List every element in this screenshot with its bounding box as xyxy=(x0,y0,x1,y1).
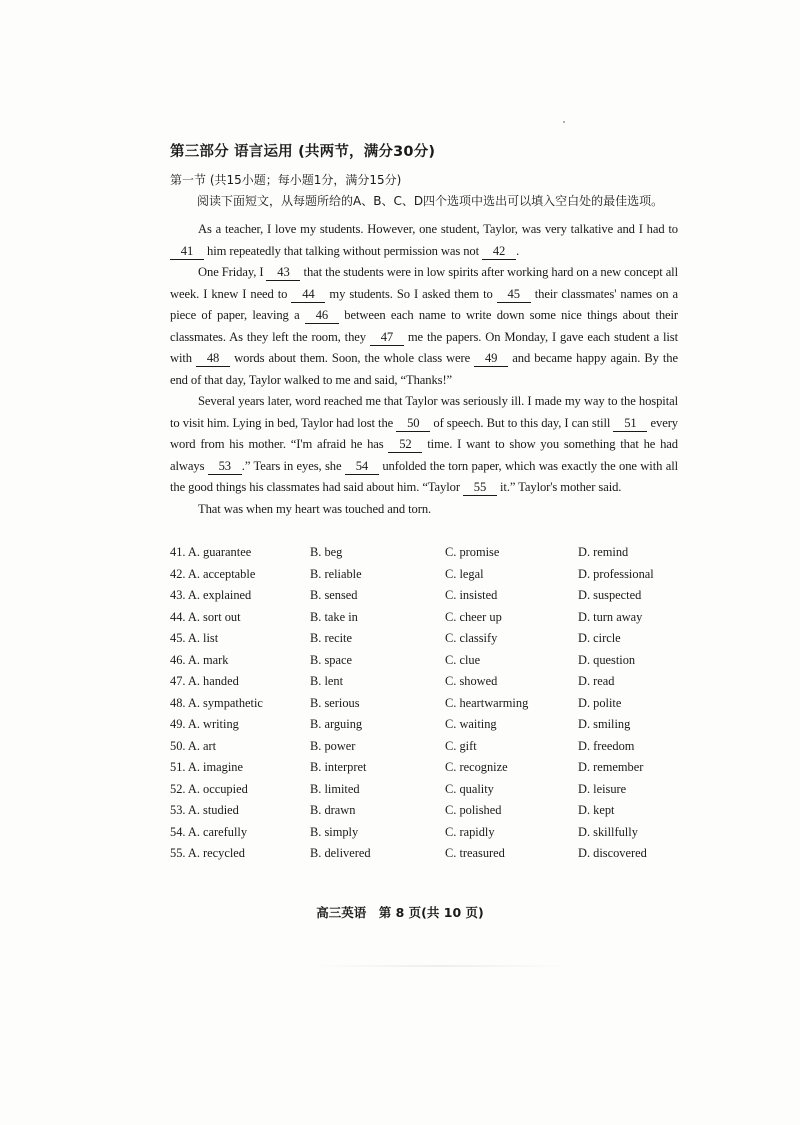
option-row-45 xyxy=(170,628,678,650)
passage-text: Several years later, word reached me that Taylor was seriously ill. I made my way to the hospital to visit him. Lying in bed, Taylor had lost the xyxy=(170,394,678,430)
option-a: 49. A. writing xyxy=(170,717,239,732)
passage-text: As a teacher, I love my students. However, one student, Taylor, was very talkative and I had to xyxy=(198,222,678,236)
passage-text: it.” Taylor's mother said. xyxy=(496,480,622,494)
option-c: C. quality xyxy=(445,781,494,796)
option-a: 47. A. handed xyxy=(170,674,239,689)
options-list xyxy=(170,542,678,865)
passage-text: One Friday, I xyxy=(198,265,267,279)
passage-text: unfolded the torn paper, which was exactly the one with all the good things his classmates had said about him. “Taylor xyxy=(170,458,678,494)
option-d: D. professional xyxy=(578,566,654,581)
option-b: B. beg xyxy=(310,545,343,560)
option-b: B. limited xyxy=(310,781,360,796)
option-b: B. recite xyxy=(310,631,352,646)
passage-text: and became happy again. By the end of that day, Taylor walked to me and said, “Thanks!” xyxy=(170,351,678,387)
option-d: D. suspected xyxy=(578,588,642,603)
option-row-53 xyxy=(170,800,678,822)
part-title: 第三部分 语言运用 (共两节，满分30分) xyxy=(170,144,436,160)
blank-45: 45 xyxy=(497,287,531,303)
option-b: B. simply xyxy=(310,824,359,839)
option-c: C. classify xyxy=(445,631,498,646)
blank-42: 42 xyxy=(482,244,516,260)
passage-text: . xyxy=(516,243,520,258)
option-d: D. freedom xyxy=(578,738,635,753)
option-row-42 xyxy=(170,564,678,586)
option-d: D. read xyxy=(578,674,615,689)
option-c: C. cheer up xyxy=(445,609,502,624)
option-d: D. leisure xyxy=(578,781,627,796)
passage-paragraph-3 xyxy=(170,391,678,499)
passage-text: of speech. But to this day, I can still xyxy=(430,415,614,430)
option-row-43 xyxy=(170,585,678,607)
passage-text: between each name to write down some nice things about their classmates. As they left the room, they xyxy=(170,308,678,344)
option-c: C. gift xyxy=(445,738,477,753)
option-c: C. recognize xyxy=(445,760,508,775)
option-a: 52. A. occupied xyxy=(170,781,248,796)
option-c: C. treasured xyxy=(445,846,505,861)
option-row-54 xyxy=(170,822,678,844)
blank-51: 51 xyxy=(613,416,647,432)
option-row-51 xyxy=(170,757,678,779)
option-b: B. serious xyxy=(310,695,360,710)
passage-text: that the students were in low spirits after working hard on a new concept all week. I knew I need to xyxy=(170,265,678,301)
cloze-passage xyxy=(170,219,678,520)
option-d: D. skillfully xyxy=(578,824,638,839)
passage-paragraph-4: That was when my heart was touched and torn. xyxy=(198,501,432,516)
option-c: C. clue xyxy=(445,652,481,667)
passage-text: their classmates' names on a piece of paper, leaving a xyxy=(170,286,679,322)
option-a: 42. A. acceptable xyxy=(170,566,256,581)
passage-text: my students. So I asked them to xyxy=(325,286,497,301)
blank-54: 54 xyxy=(345,459,379,475)
option-c: C. heartwarming xyxy=(445,695,529,710)
option-row-50 xyxy=(170,736,678,758)
option-d: D. kept xyxy=(578,803,615,818)
option-row-41 xyxy=(170,542,678,564)
option-c: C. promise xyxy=(445,545,500,560)
option-c: C. waiting xyxy=(445,717,497,732)
option-b: B. take in xyxy=(310,609,358,624)
option-d: D. remind xyxy=(578,545,629,560)
option-b: B. drawn xyxy=(310,803,356,818)
passage-text: me the papers. On Monday, I gave each student a list with xyxy=(170,329,679,365)
blank-52: 52 xyxy=(388,437,422,453)
blank-43: 43 xyxy=(266,265,300,281)
option-d: D. question xyxy=(578,652,636,667)
option-c: C. legal xyxy=(445,566,484,581)
scan-speck xyxy=(563,121,565,123)
passage-paragraph-2 xyxy=(170,262,678,391)
option-a: 44. A. sort out xyxy=(170,609,241,624)
option-d: D. polite xyxy=(578,695,622,710)
option-a: 53. A. studied xyxy=(170,803,239,818)
instruction-text: 阅读下面短文，从每题所给的A、B、C、D四个选项中选出可以填入空白处的最佳选项。 xyxy=(197,194,664,208)
passage-text: .” Tears in eyes, she xyxy=(241,458,345,473)
option-d: D. smiling xyxy=(578,717,631,732)
option-d: D. circle xyxy=(578,631,621,646)
option-row-49 xyxy=(170,714,678,736)
option-b: B. delivered xyxy=(310,846,371,861)
blank-49: 49 xyxy=(474,351,508,367)
option-a: 50. A. art xyxy=(170,738,217,753)
passage-text: every word from his mother. “I'm afraid he has xyxy=(170,415,678,451)
option-row-44 xyxy=(170,607,678,629)
option-a: 43. A. explained xyxy=(170,588,252,603)
option-c: C. rapidly xyxy=(445,824,495,839)
option-b: B. space xyxy=(310,652,352,667)
option-a: 41. A. guarantee xyxy=(170,545,252,560)
option-a: 48. A. sympathetic xyxy=(170,695,263,710)
blank-48: 48 xyxy=(196,351,230,367)
option-b: B. lent xyxy=(310,674,344,689)
option-b: B. interpret xyxy=(310,760,367,775)
blank-46: 46 xyxy=(305,308,339,324)
option-c: C. polished xyxy=(445,803,502,818)
option-row-52 xyxy=(170,779,678,801)
option-b: B. sensed xyxy=(310,588,358,603)
section-title: 第一节 (共15小题；每小题1分，满分15分) xyxy=(170,173,402,187)
option-a: 51. A. imagine xyxy=(170,760,243,775)
blank-41: 41 xyxy=(170,244,204,260)
option-d: D. turn away xyxy=(578,609,643,624)
option-d: D. discovered xyxy=(578,846,647,861)
option-c: C. insisted xyxy=(445,588,498,603)
blank-47: 47 xyxy=(370,330,404,346)
option-d: D. remember xyxy=(578,760,644,775)
blank-55: 55 xyxy=(463,480,497,496)
option-a: 54. A. carefully xyxy=(170,824,248,839)
passage-text: time. I want to show you something that he had always xyxy=(170,437,678,473)
option-a: 46. A. mark xyxy=(170,652,229,667)
passage-paragraph-1 xyxy=(170,219,678,262)
passage-text: words about them. Soon, the whole class were xyxy=(230,351,475,365)
passage-text: him repeatedly that talking without permission was not xyxy=(204,243,483,258)
option-row-47 xyxy=(170,671,678,693)
option-b: B. arguing xyxy=(310,717,363,732)
option-b: B. power xyxy=(310,738,356,753)
blank-44: 44 xyxy=(291,287,325,303)
page-footer: 高三英语 第 8 页(共 10 页) xyxy=(316,905,484,920)
scan-shadow-line xyxy=(310,965,570,967)
option-row-48 xyxy=(170,693,678,715)
option-c: C. showed xyxy=(445,674,498,689)
option-row-55 xyxy=(170,843,678,865)
option-b: B. reliable xyxy=(310,566,362,581)
blank-50: 50 xyxy=(396,416,430,432)
option-a: 55. A. recycled xyxy=(170,846,246,861)
option-a: 45. A. list xyxy=(170,631,219,646)
option-row-46 xyxy=(170,650,678,672)
blank-53: 53 xyxy=(208,459,242,475)
page-content xyxy=(170,140,678,865)
